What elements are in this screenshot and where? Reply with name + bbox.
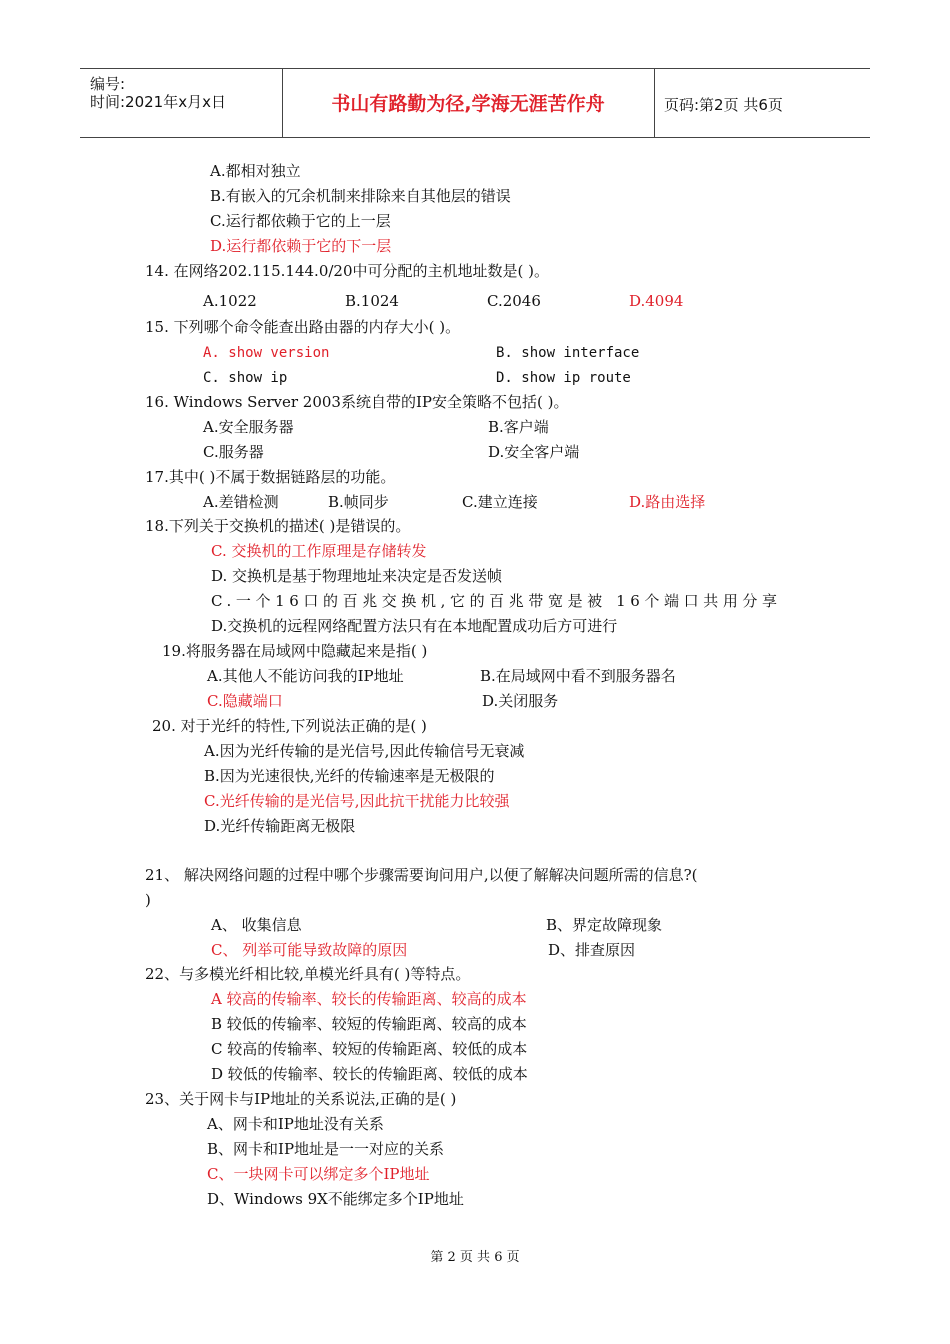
option-line: C.建立连接 xyxy=(462,493,538,511)
question-19: 19.将服务器在局域网中隐藏起来是指( ) xyxy=(162,642,428,660)
question-23: 23、关于网卡与IP地址的关系说法,正确的是( ) xyxy=(145,1090,457,1108)
option-line: C.服务器 xyxy=(203,443,264,461)
option-line: C.一个16口的百兆交换机,它的百兆带宽是被 16个端口共用分享 xyxy=(211,592,782,610)
question-16: 16. Windows Server 2003系统自带的IP安全策略不包括( )。 xyxy=(145,393,569,411)
answer-option: C.光纤传输的是光信号,因此抗干扰能力比较强 xyxy=(204,792,510,810)
answer-option: D.4094 xyxy=(629,292,684,310)
answer-option: A. show version xyxy=(203,345,330,361)
option-line: D 较低的传输率、较长的传输距离、较低的成本 xyxy=(211,1065,528,1083)
answer-option: C、一块网卡可以绑定多个IP地址 xyxy=(207,1165,430,1183)
question-20: 20. 对于光纤的特性,下列说法正确的是( ) xyxy=(152,717,427,735)
answer-option: C、 列举可能导致故障的原因 xyxy=(211,941,408,959)
page-number-label: 页码:第2页 共6页 xyxy=(664,96,783,114)
option-line: B、界定故障现象 xyxy=(546,916,663,934)
answer-option: A 较高的传输率、较长的传输距离、较高的成本 xyxy=(211,990,527,1008)
question-17: 17.其中( )不属于数据链路层的功能。 xyxy=(145,468,396,486)
option-line: B.在局域网中看不到服务器名 xyxy=(480,667,676,685)
option-line: A.其他人不能访问我的IP地址 xyxy=(207,667,404,685)
option-line: D.安全客户端 xyxy=(488,443,580,461)
option-line: B.因为光速很快,光纤的传输速率是无极限的 xyxy=(204,767,495,785)
question-21-continued: ) xyxy=(145,891,151,909)
question-15: 15. 下列哪个命令能查出路由器的内存大小( )。 xyxy=(145,318,461,336)
answer-option: D.路由选择 xyxy=(629,493,706,511)
answer-option: C. 交换机的工作原理是存储转发 xyxy=(211,542,427,560)
option-line: C.2046 xyxy=(487,292,541,310)
option-line: A、网卡和IP地址没有关系 xyxy=(207,1115,384,1133)
option-line: D、排查原因 xyxy=(548,941,636,959)
question-18: 18.下列关于交换机的描述( )是错误的。 xyxy=(145,517,411,535)
question-14: 14. 在网络202.115.144.0/20中可分配的主机地址数是( )。 xyxy=(145,262,549,280)
option-line: B.客户端 xyxy=(488,418,549,436)
option-line: A.因为光纤传输的是光信号,因此传输信号无衰减 xyxy=(204,742,525,760)
option-line: A.1022 xyxy=(203,292,257,310)
option-line: B.1024 xyxy=(345,292,399,310)
question-22: 22、与多模光纤相比较,单模光纤具有( )等特点。 xyxy=(145,965,471,983)
option-line: B. show interface xyxy=(496,345,640,361)
option-line: A、 收集信息 xyxy=(211,916,302,934)
answer-option: C.隐藏端口 xyxy=(207,692,283,710)
page-footer: 第 2 页 共 6 页 xyxy=(430,1250,520,1265)
document-number-label: 编号: xyxy=(90,75,126,93)
option-line: B 较低的传输率、较短的传输距离、较高的成本 xyxy=(211,1015,527,1033)
option-line: C. show ip xyxy=(203,370,288,386)
option-line: D、Windows 9X不能绑定多个IP地址 xyxy=(207,1190,464,1208)
page-header xyxy=(80,68,870,138)
option-line: A.都相对独立 xyxy=(210,162,301,180)
option-line: A.差错检测 xyxy=(203,493,279,511)
option-line: A.安全服务器 xyxy=(203,418,294,436)
header-motto: 书山有路勤为径,学海无涯苦作舟 xyxy=(331,93,605,115)
answer-option: D.运行都依赖于它的下一层 xyxy=(210,237,392,255)
option-line: D. show ip route xyxy=(496,370,631,386)
question-21: 21、 解决网络问题的过程中哪个步骤需要询问用户,以便了解解决问题所需的信息?( xyxy=(145,866,698,884)
option-line: D. 交换机是基于物理地址来决定是否发送帧 xyxy=(211,567,503,585)
option-line: C.运行都依赖于它的上一层 xyxy=(210,212,391,230)
option-line: C 较高的传输率、较短的传输距离、较低的成本 xyxy=(211,1040,528,1058)
option-line: B、网卡和IP地址是一一对应的关系 xyxy=(207,1140,445,1158)
option-line: B.有嵌入的冗余机制来排除来自其他层的错误 xyxy=(210,187,511,205)
option-line: D.关闭服务 xyxy=(482,692,559,710)
document-date: 时间:2021年x月x日 xyxy=(90,93,226,111)
option-line: D.交换机的远程网络配置方法只有在本地配置成功后方可进行 xyxy=(211,617,618,635)
option-line: D.光纤传输距离无极限 xyxy=(204,817,356,835)
option-line: B.帧同步 xyxy=(328,493,389,511)
header-divider xyxy=(654,69,655,137)
